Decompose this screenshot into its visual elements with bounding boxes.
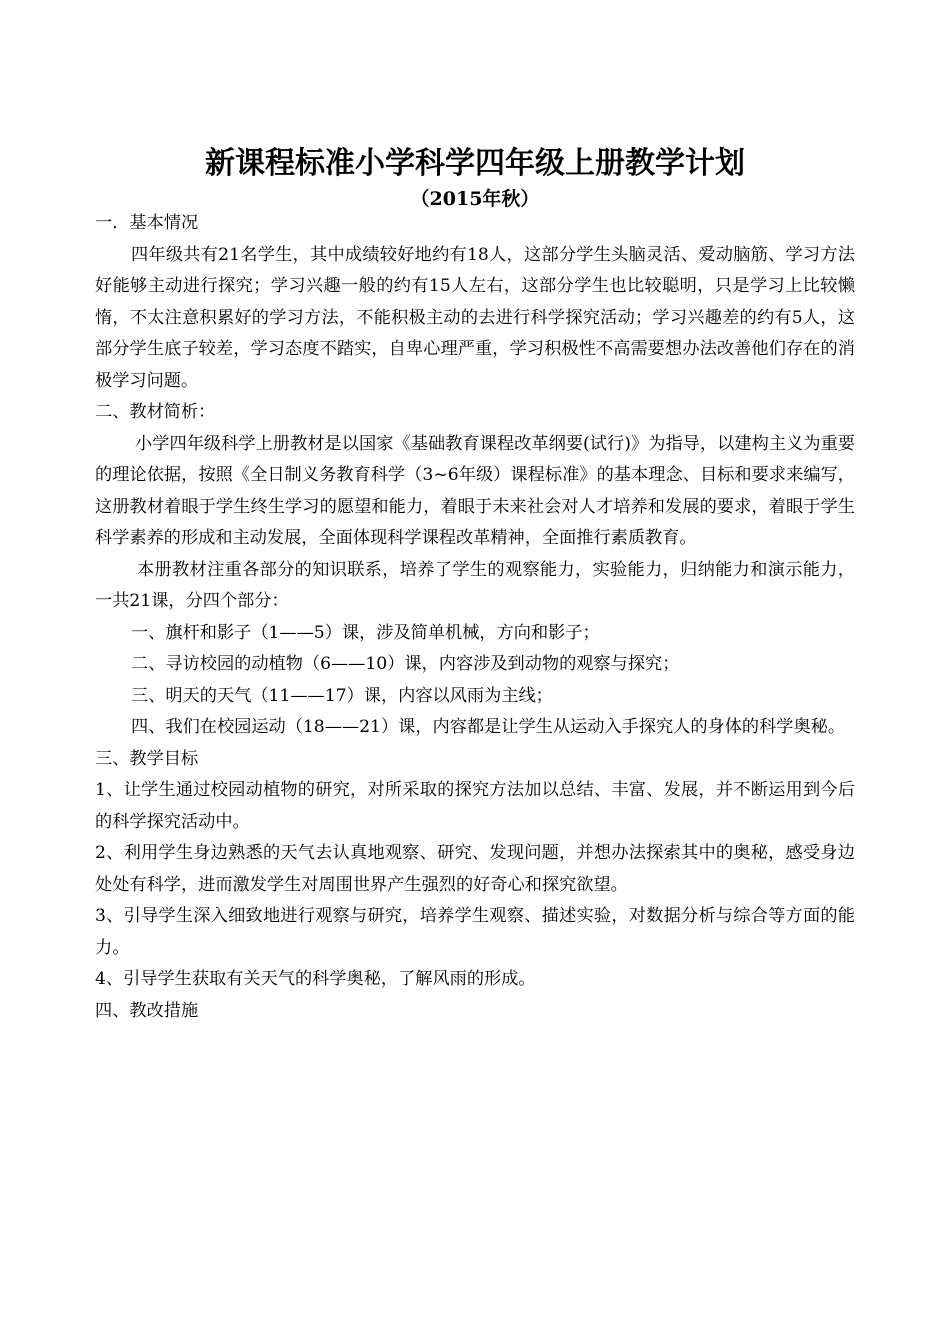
section-heading-teaching-goals: 三、教学目标: [95, 748, 199, 769]
unit-item: 三、明天的天气（11——17）课，内容以风雨为主线；: [131, 685, 553, 706]
document-subtitle: （2015年秋）: [410, 188, 540, 210]
goal-item: 4、引导学生获取有关天气的科学奥秘，了解风雨的形成。: [95, 969, 536, 989]
goal-item: 2、利用学生身边熟悉的天气去认真地观察、研究、发现问题，并想办法探索其中的奥秘，感受身边处处有科学，进而激发学生对周围世界产生强烈的好奇心和探究欲望。: [95, 843, 855, 895]
unit-item: 二、寻访校园的动植物（6——10）课，内容涉及到动物的观察与探究；: [131, 654, 680, 674]
section-heading-basic-situation: 一．基本情况: [95, 213, 199, 233]
goal-item: 3、引导学生深入细致地进行观察与研究，培养学生观察、描述实验，对数据分析与综合等方面的能力。: [95, 906, 855, 958]
unit-item: 四、我们在校园运动（18——21）课，内容都是让学生从运动入手探究人的身体的科学奥秘。: [131, 717, 846, 737]
goal-item: 1、让学生通过校园动植物的研究，对所采取的探究方法加以总结、丰富、发展，并不断运用到今后的科学探究活动中。: [95, 780, 855, 832]
document-title: 新课程标准小学科学四年级上册教学计划: [205, 146, 745, 181]
basic-situation-paragraph: 四年级共有21名学生，其中成绩较好地约有18人，这部分学生头脑灵活、爱动脑筋、学习方法好能够主动进行探究；学习兴趣一般的约有15人左右，这部分学生也比较聪明，只是学习上比较懒惰，不太注意积累好的学习方法，不能积极主动的去进行科学探究活动；学习兴趣差的约有5人，这部分学生底子较差，学习态度不踏实，自卑心理严重，学习积极性不高需要想办法改善他们存在的消极学习问题。: [95, 244, 855, 391]
textbook-structure-paragraph: 本册教材注重各部分的知识联系，培养了学生的观察能力，实验能力，归纳能力和演示能力，一共21课，分四个部分：: [95, 559, 855, 611]
textbook-analysis-paragraph: 小学四年级科学上册教材是以国家《基础教育课程改革纲要(试行)》为指导，以建构主义为重要的理论依据，按照《全日制义务教育科学（3~6年级）课程标准》的基本理念、目标和要求来编写，这册教材着眼于学生终生学习的愿望和能力，着眼于未来社会对人才培养和发展的要求，着眼于学生科学素养的形成和主动发展，全面体现科学课程改革精神，全面推行素质教育。: [95, 433, 855, 548]
document-body: [95, 208, 855, 1027]
section-heading-reform-measures: 四、教改措施: [95, 1000, 199, 1021]
section-heading-textbook-analysis: 二、教材简析：: [95, 402, 216, 422]
unit-item: 一、旗杆和影子（1——5）课，涉及简单机械，方向和影子；: [131, 622, 600, 643]
